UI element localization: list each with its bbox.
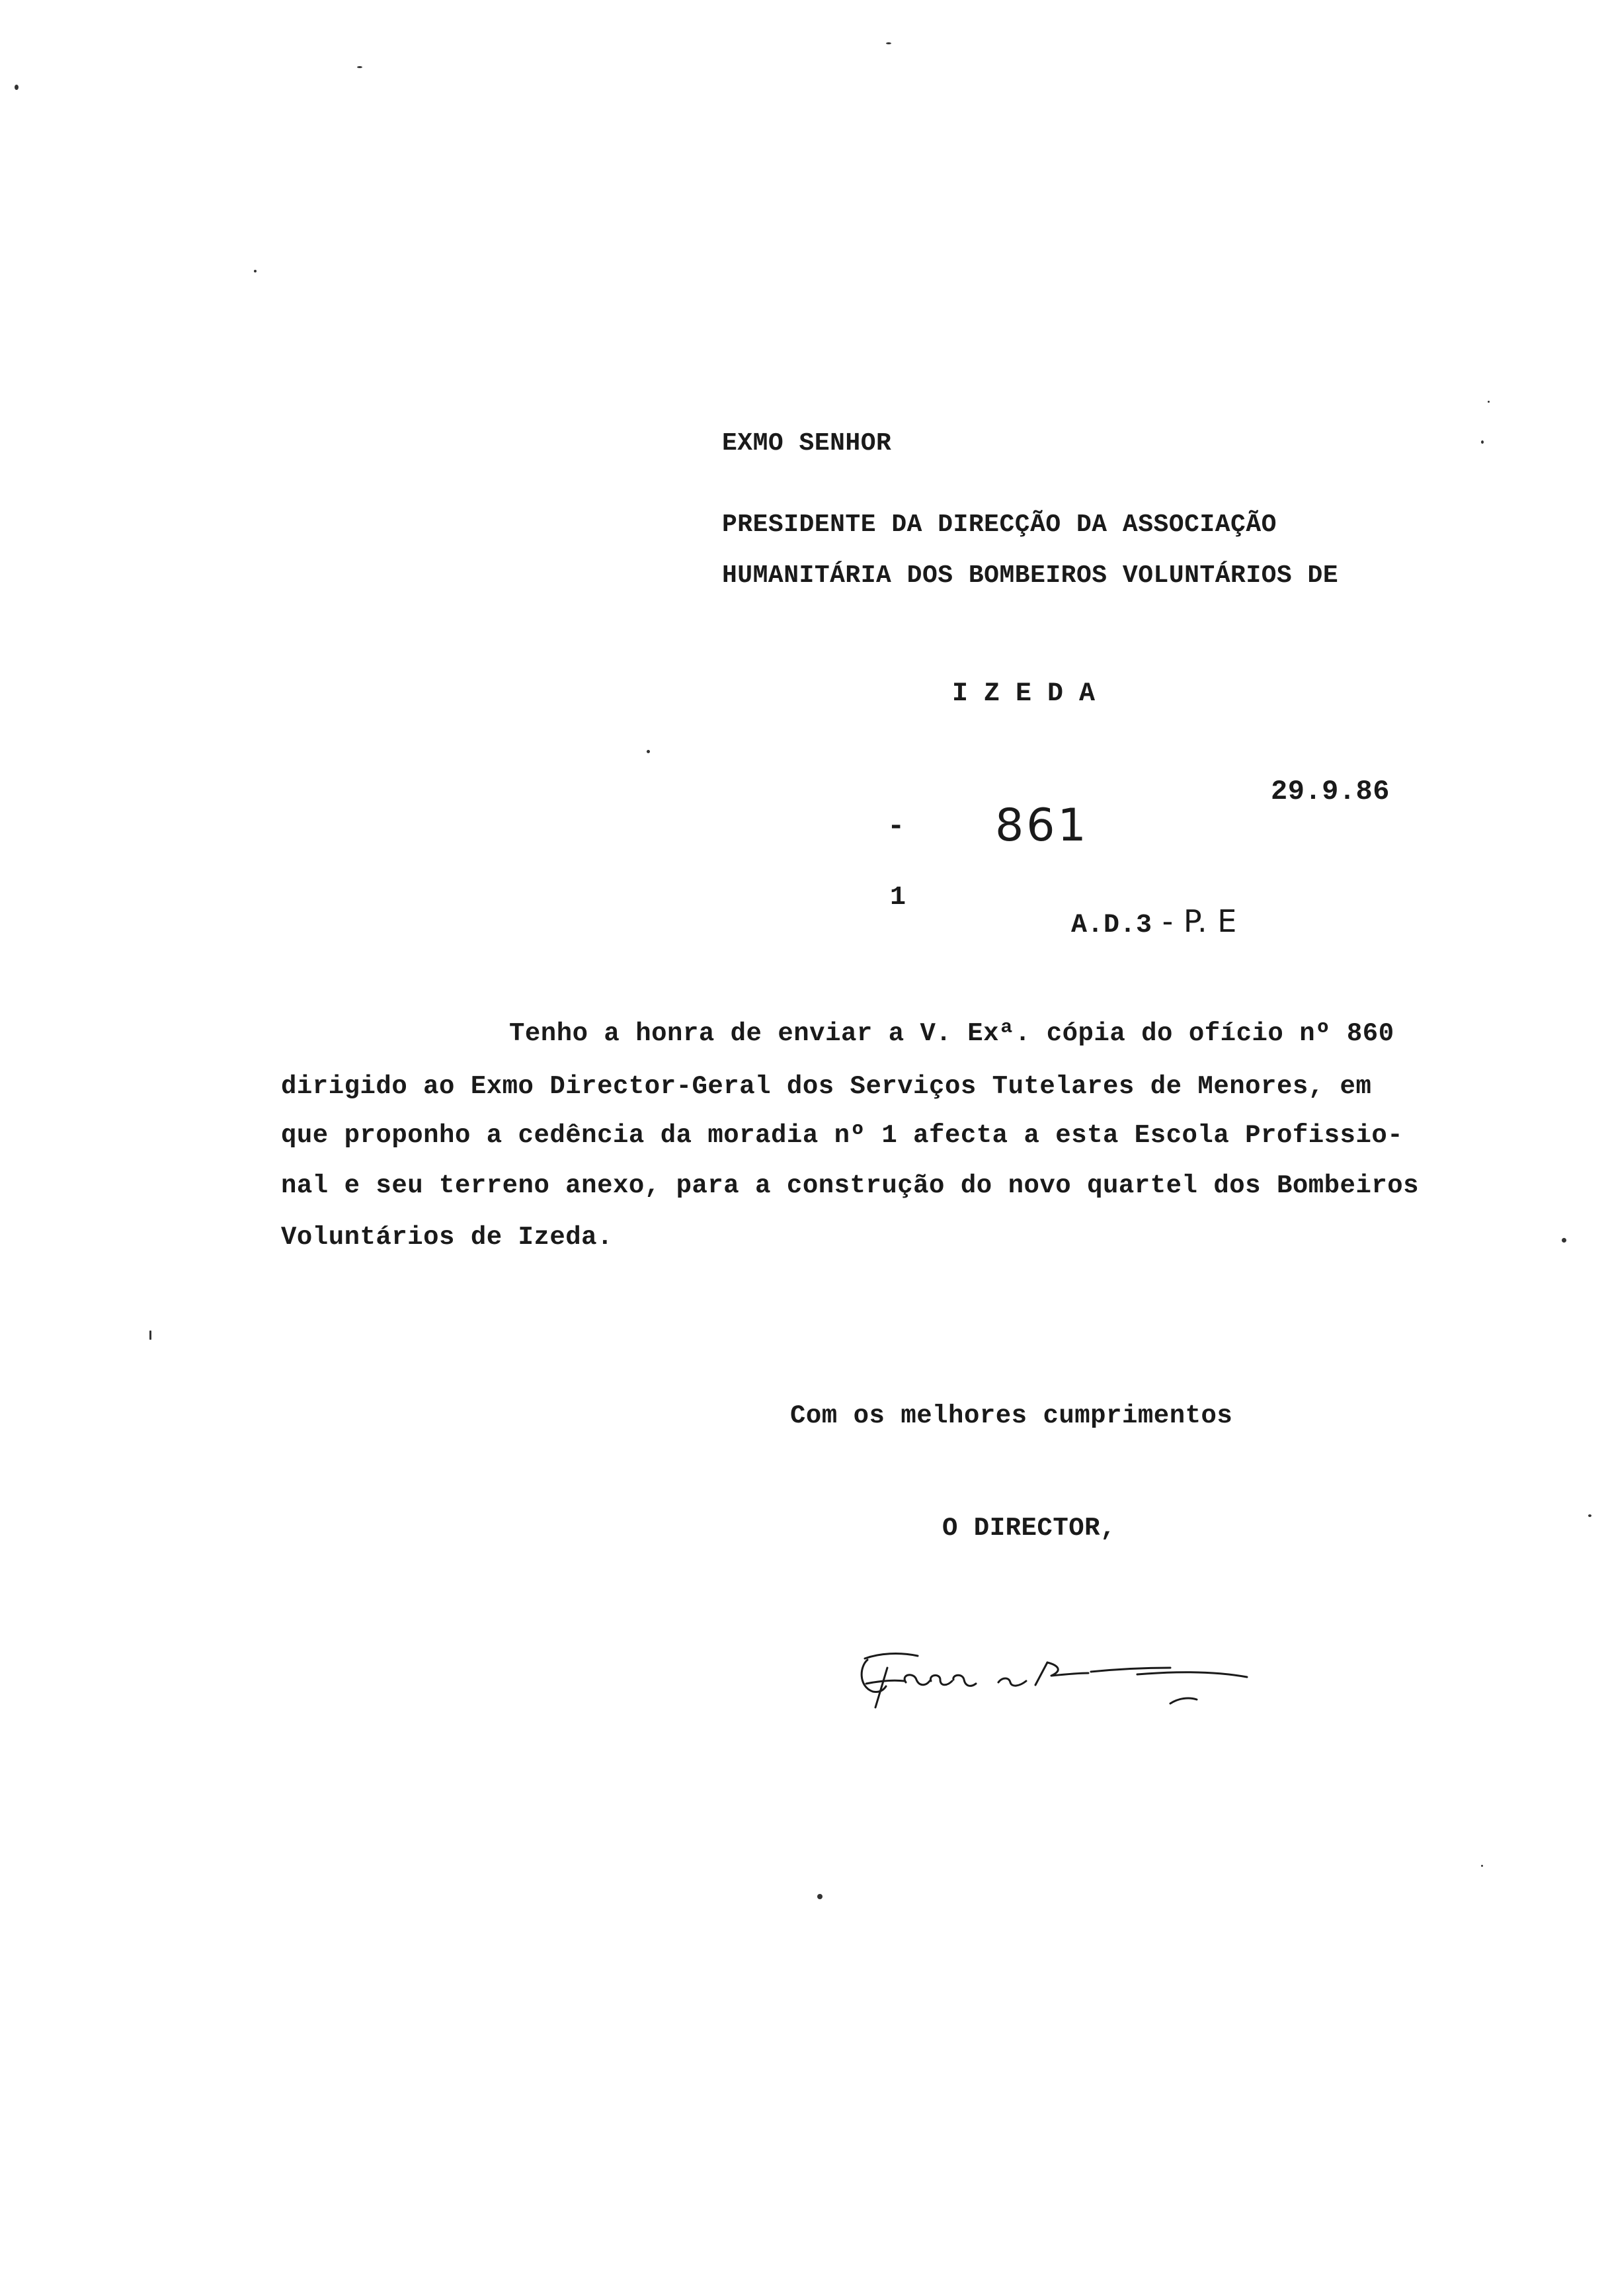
salutation: EXMO SENHOR bbox=[722, 429, 892, 458]
recipient-line-1: PRESIDENTE DA DIRECÇÃO DA ASSOCIAÇÃO bbox=[722, 511, 1277, 539]
reference-code bbox=[1006, 880, 1237, 965]
paper-speck bbox=[1481, 1865, 1483, 1867]
letter-date: 29.9.86 bbox=[1271, 776, 1390, 807]
body-line-2: dirigido ao Exmo Director-Geral dos Serviços Tutelares de Menores, em bbox=[281, 1072, 1372, 1101]
paper-speck bbox=[254, 270, 257, 272]
reference-dash: - bbox=[887, 810, 905, 843]
body-line-3: que proponho a cedência da moradia nº 1 afecta a esta Escola Profissio- bbox=[281, 1121, 1404, 1150]
recipient-city: IZEDA bbox=[952, 679, 1111, 709]
reference-index: 1 bbox=[890, 883, 906, 913]
body-line-5: Voluntários de Izeda. bbox=[281, 1223, 613, 1252]
paper-speck bbox=[357, 66, 362, 68]
paper-speck bbox=[647, 750, 650, 753]
paper-speck bbox=[886, 42, 891, 44]
paper-speck bbox=[817, 1894, 823, 1899]
handwritten-signature bbox=[853, 1633, 1289, 1713]
paper-speck bbox=[1588, 1514, 1591, 1517]
closing-phrase: Com os melhores cumprimentos bbox=[790, 1401, 1233, 1430]
paper-speck bbox=[1488, 401, 1490, 403]
signatory-title: O DIRECTOR, bbox=[942, 1514, 1116, 1543]
paper-speck bbox=[1562, 1238, 1566, 1243]
reference-code-typed: A.D.3 bbox=[1071, 911, 1152, 940]
office-number: 861 bbox=[995, 800, 1089, 852]
paper-speck bbox=[149, 1331, 151, 1340]
paper-speck bbox=[15, 85, 19, 90]
body-line-4: nal e seu terreno anexo, para a construção do novo quartel dos Bombeiros bbox=[281, 1171, 1420, 1200]
reference-code-handwritten: - P. E bbox=[1152, 903, 1237, 939]
paper-speck bbox=[1481, 440, 1484, 444]
body-line-1: Tenho a honra de enviar a V. Exª. cópia do ofício nº 860 bbox=[509, 1019, 1394, 1048]
recipient-line-2: HUMANITÁRIA DOS BOMBEIROS VOLUNTÁRIOS DE bbox=[722, 561, 1339, 590]
